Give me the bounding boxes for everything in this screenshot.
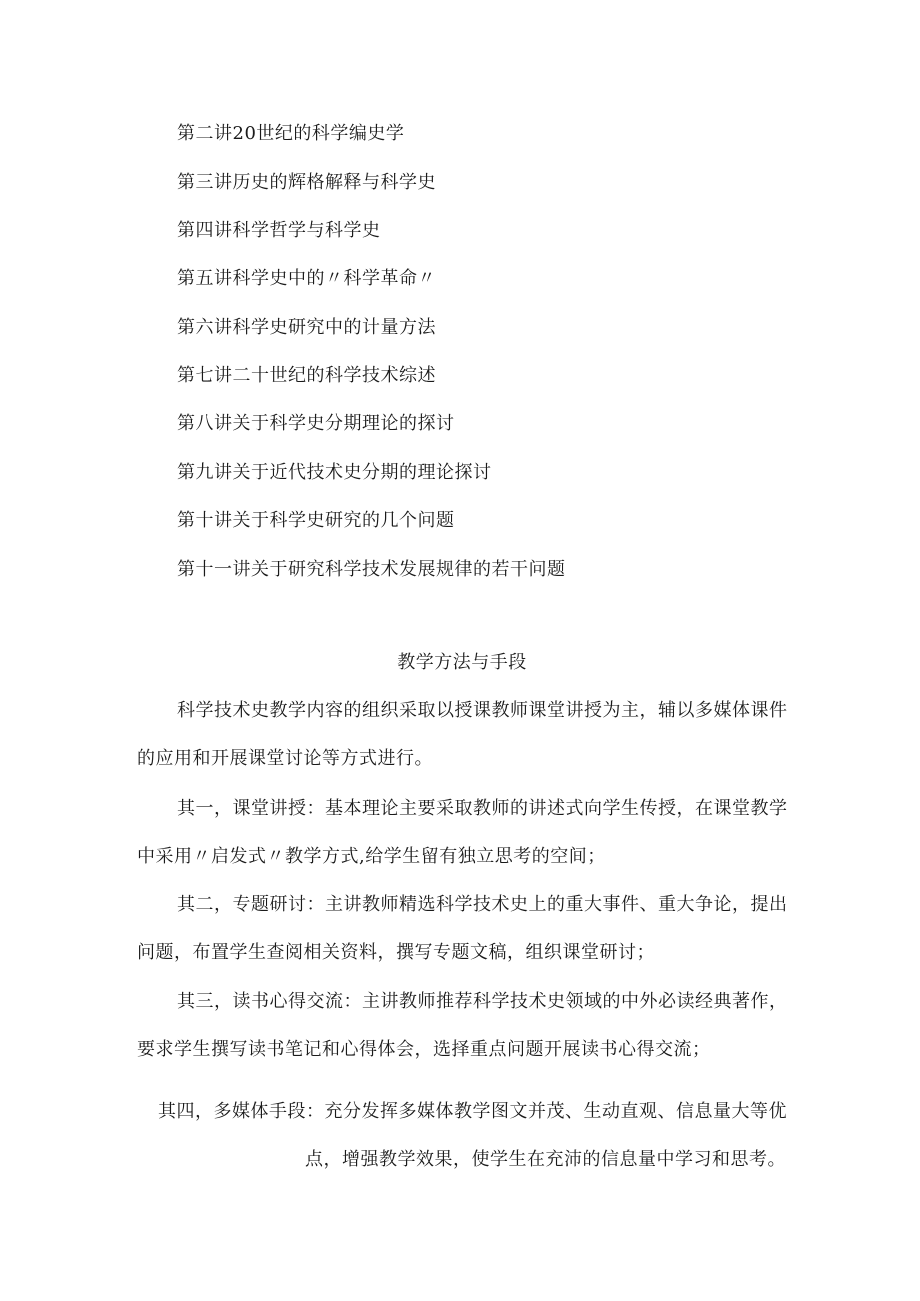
method-item-line1: 其一，课堂讲授：基本理论主要采取教师的讲述式向学生传授，在课堂教学	[177, 798, 788, 819]
method-item-line1: 其三，读书心得交流：主讲教师推荐科学技术史领域的中外必读经典著作，	[177, 991, 788, 1012]
lecture-item: 第十一讲关于研究科学技术发展规律的若干问题	[177, 559, 566, 580]
lecture-item: 第六讲科学史研究中的计量方法	[177, 317, 436, 338]
intro-paragraph-line2: 的应用和开展课堂讨论等方式进行。	[137, 748, 433, 769]
method-item-line2: 中采用〃启发式〃教学方式,给学生留有独立思考的空间；	[137, 846, 606, 867]
method-item-line2: 要求学生撰写读书笔记和心得体会，选择重点问题开展读书心得交流；	[137, 1039, 711, 1060]
intro-paragraph-line1: 科学技术史教学内容的组织采取以授课教师课堂讲授为主，辅以多媒体课件	[177, 700, 788, 721]
lecture-item: 第八讲关于科学史分期理论的探讨	[177, 413, 455, 434]
method-item-line1: 其四，多媒体手段：充分发挥多媒体教学图文并茂、生动直观、信息量大等优	[158, 1101, 787, 1122]
lecture-item: 第三讲历史的辉格解释与科学史	[177, 172, 436, 193]
lecture-item: 第四讲科学哲学与科学史	[177, 220, 381, 241]
method-item-line2: 点，增强教学效果，使学生在充沛的信息量中学习和思考。	[305, 1149, 786, 1170]
lecture-item: 第十讲关于科学史研究的几个问题	[177, 510, 455, 531]
lecture-item: 第二讲20世纪的科学编史学	[177, 123, 405, 144]
lecture-item: 第九讲关于近代技术史分期的理论探讨	[177, 462, 492, 483]
section-title: 教学方法与手段	[397, 652, 527, 673]
lecture-item: 第五讲科学史中的〃科学革命〃	[177, 268, 436, 289]
lecture-item: 第七讲二十世纪的科学技术综述	[177, 365, 436, 386]
method-item-line1: 其二，专题研讨：主讲教师精选科学技术史上的重大事件、重大争论，提出	[177, 894, 788, 915]
method-item-line2: 问题，布置学生查阅相关资料，撰写专题文稿，组织课堂研讨；	[137, 942, 655, 963]
